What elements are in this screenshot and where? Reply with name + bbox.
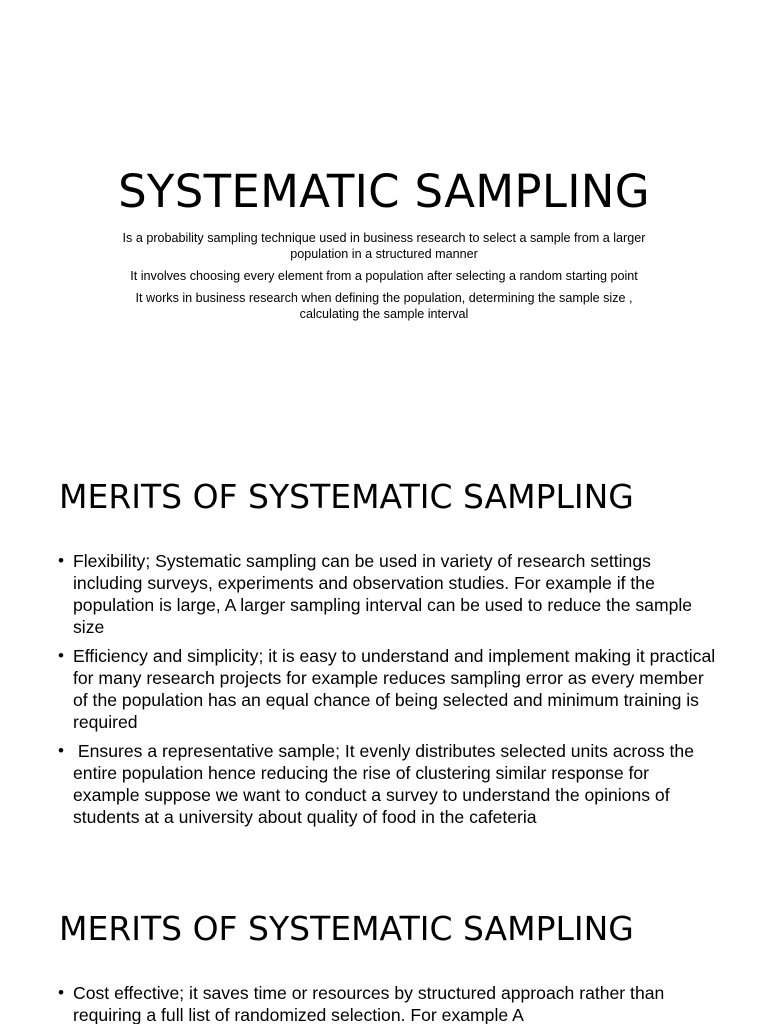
subtitle-paragraph: It involves choosing every element from a population after selecting a random starting point <box>130 269 638 283</box>
slide-heading: MERITS OF SYSTEMATIC SAMPLING <box>59 477 634 516</box>
bullet-item <box>58 550 718 638</box>
bullet-icon: • <box>58 983 64 1002</box>
bullet-item <box>58 982 718 1024</box>
slide-title <box>0 0 768 432</box>
bullet-text: Flexibility; Systematic sampling can be used in variety of research settings including surveys, experiments and observation studies. For example if the population is large, A larger sampling interval can be used to reduce the sample size <box>73 551 693 637</box>
bullet-icon: • <box>58 646 64 665</box>
bullet-list <box>58 982 718 1024</box>
bullet-text: Cost effective; it saves time or resources by structured approach rather than requiring a full list of randomized selection. For example A <box>73 983 665 1024</box>
bullet-list <box>58 550 718 835</box>
bullet-icon: • <box>58 741 64 760</box>
bullet-item <box>58 740 718 828</box>
slide-heading: MERITS OF SYSTEMATIC SAMPLING <box>59 909 634 948</box>
bullet-item <box>58 645 718 733</box>
slide-subtitle <box>104 230 664 328</box>
subtitle-paragraph: Is a probability sampling technique used in business research to select a sample from a larger population in a structured manner <box>122 231 646 261</box>
slide-merits-2 <box>0 864 768 1024</box>
slide-title-heading: SYSTEMATIC SAMPLING <box>118 165 650 218</box>
bullet-text: Ensures a representative sample; It evenly distributes selected units across the entire population hence reducing the rise of clustering similar response for example suppose we want to conduct a survey to understand the opinions of students at a university about quality of food in the cafeteria <box>73 741 699 827</box>
bullet-text: Efficiency and simplicity; it is easy to understand and implement making it practical for many research projects for example reduces sampling error as every member of the population has an equal chance of being selected and minimum training is required <box>73 646 716 732</box>
bullet-icon: • <box>58 551 64 570</box>
subtitle-paragraph: It works in business research when defining the population, determining the sample size , calculating the sample interval <box>135 291 633 321</box>
slide-merits-1 <box>0 432 768 864</box>
